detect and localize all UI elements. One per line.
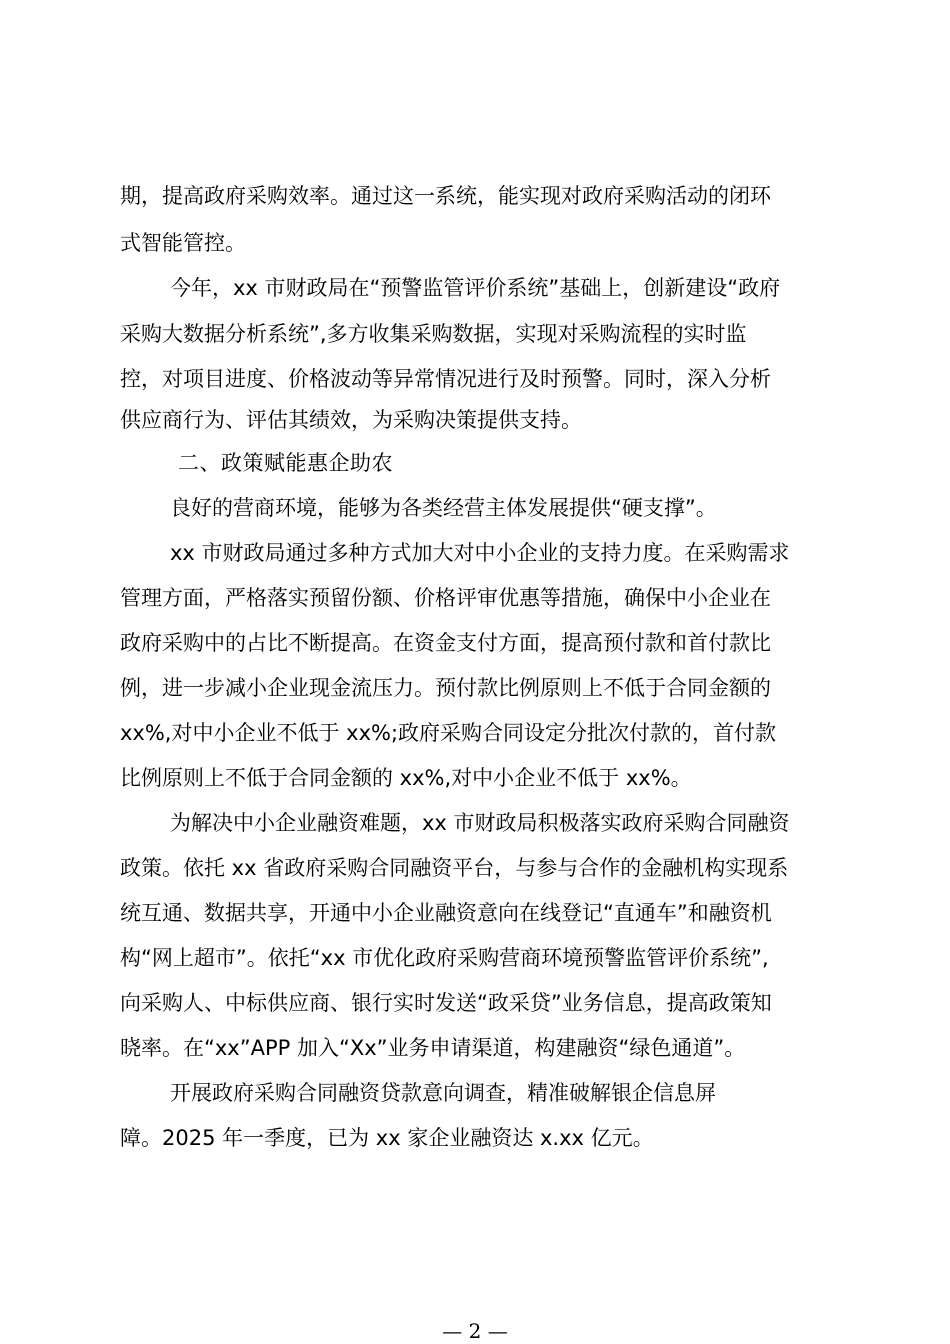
paragraph-line: xx 市财政局通过多种方式加大对中小企业的支持力度。在采购需求 — [170, 541, 790, 565]
paragraph-line: 为解决中小企业融资难题，xx 市财政局积极落实政府采购合同融资 — [170, 811, 790, 835]
paragraph-line: 良好的营商环境，能够为各类经营主体发展提供“硬支撑”。 — [170, 496, 717, 520]
paragraph-line: 比例原则上不低于合同金额的 xx%,对中小企业不低于 xx%。 — [120, 766, 692, 790]
paragraph-line: 供应商行为、评估其绩效，为采购决策提供支持。 — [120, 408, 582, 432]
paragraph-line: 统互通、数据共享，开通中小企业融资意向在线登记“直通车”和融资机 — [120, 901, 772, 925]
paragraph-line: 今年，xx 市财政局在“预警监管评价系统”基础上，创新建设“政府 — [170, 276, 781, 300]
paragraph-line: 例，进一步减小企业现金流压力。预付款比例原则上不低于合同金额的 — [120, 676, 771, 700]
paragraph-line: 期，提高政府采购效率。通过这一系统，能实现对政府采购活动的闭环 — [120, 184, 771, 208]
page-number: — 2 — — [442, 1319, 508, 1343]
paragraph-line: 管理方面，严格落实预留份额、价格评审优惠等措施，确保中小企业在 — [120, 586, 771, 610]
paragraph-line: 政策。依托 xx 省政府采购合同融资平台，与参与合作的金融机构实现系 — [120, 856, 789, 880]
paragraph-line: 政府采购中的占比不断提高。在资金支付方面，提高预付款和首付款比 — [120, 631, 771, 655]
paragraph-line: 晓率。在“xx”APP 加入“Xx”业务申请渠道，构建融资“绿色通道”。 — [120, 1036, 746, 1060]
paragraph-line: 构“网上超市”。依托“xx 市优化政府采购营商环境预警监管评价系统”, — [120, 946, 769, 970]
paragraph-line: 开展政府采购合同融资贷款意向调查，精准破解银企信息屏 — [170, 1081, 716, 1105]
paragraph-line: 采购大数据分析系统”,多方收集采购数据，实现对采购流程的实时监 — [120, 322, 747, 346]
paragraph-line: 障。2025 年一季度，已为 xx 家企业融资达 x.xx 亿元。 — [120, 1126, 654, 1150]
paragraph-line: xx%,对中小企业不低于 xx%;政府采购合同设定分批次付款的，首付款 — [120, 721, 777, 745]
paragraph-line: 控，对项目进度、价格波动等异常情况进行及时预警。同时，深入分析 — [120, 367, 771, 391]
section-heading: 二、政策赋能惠企助农 — [178, 451, 393, 475]
paragraph-line: 向采购人、中标供应商、银行实时发送“政采贷”业务信息，提高政策知 — [120, 991, 772, 1015]
paragraph-line: 式智能管控。 — [120, 231, 246, 255]
